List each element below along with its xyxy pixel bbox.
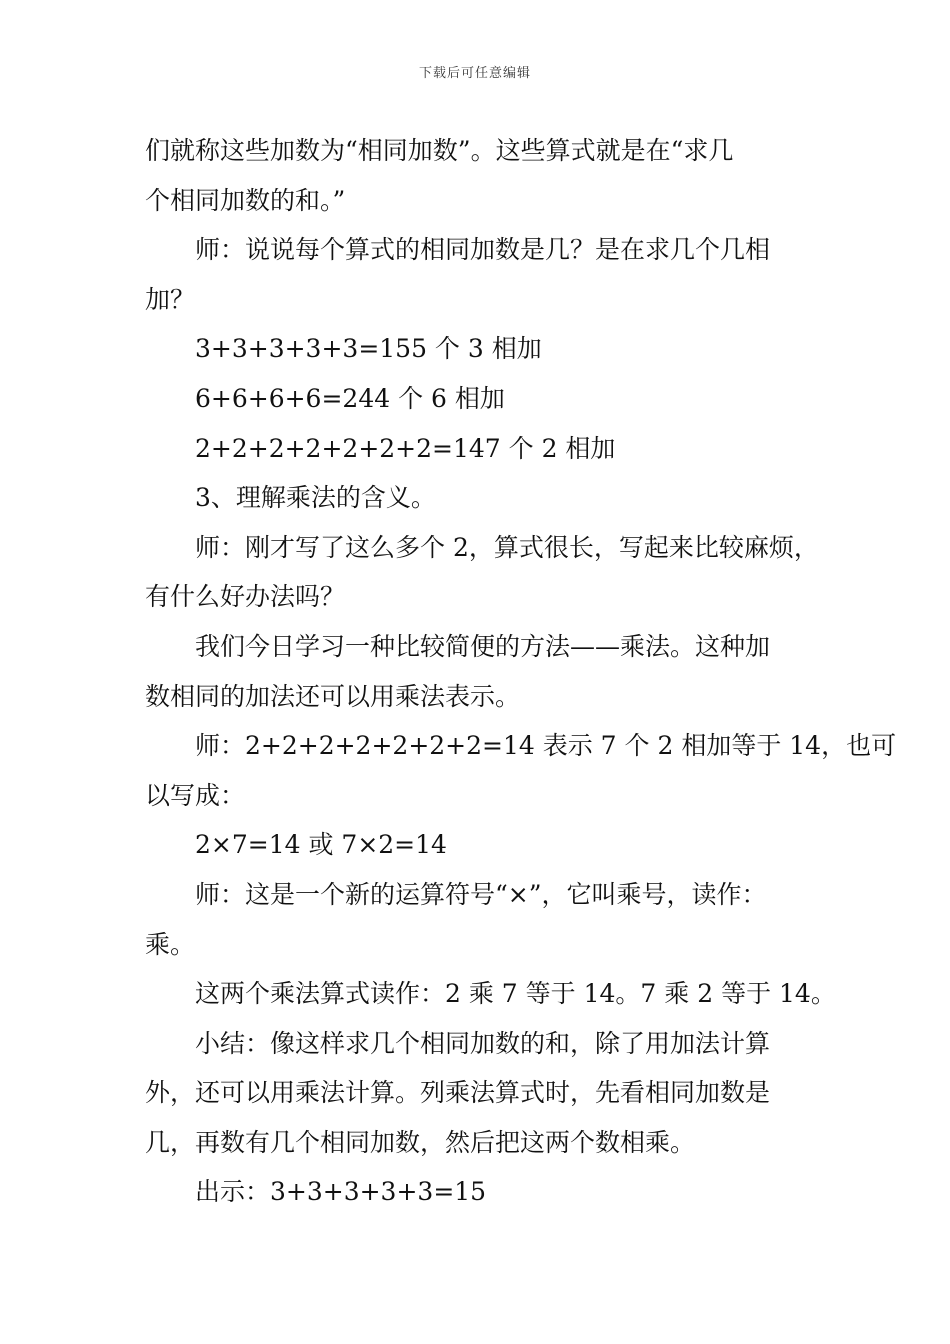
text-line: 乘。 bbox=[145, 929, 196, 959]
document-body bbox=[145, 126, 897, 1217]
text-line: 外，还可以用乘法计算。列乘法算式时，先看相同加数是 bbox=[145, 1078, 771, 1108]
text-line: 3、理解乘法的含义。 bbox=[195, 483, 436, 513]
text-line: 3+3+3+3+3=155 个 3 相加 bbox=[195, 334, 542, 364]
text-line: 个相同加数的和。” bbox=[145, 185, 346, 215]
text-line: 2×7=14 或 7×2=14 bbox=[195, 830, 447, 860]
text-line: 师：说说每个算式的相同加数是几？是在求几个几相 bbox=[195, 235, 771, 265]
text-line: 师：这是一个新的运算符号“×”，它叫乘号，读作： bbox=[195, 879, 767, 909]
text-line: 6+6+6+6=244 个 6 相加 bbox=[195, 383, 505, 413]
text-line: 2+2+2+2+2+2+2=147 个 2 相加 bbox=[195, 433, 616, 463]
page-header: 下载后可任意编辑 bbox=[418, 66, 531, 81]
text-line: 以写成： bbox=[145, 780, 246, 810]
text-line: 有什么好办法吗？ bbox=[145, 582, 346, 612]
text-line: 几，再数有几个相同加数，然后把这两个数相乘。 bbox=[145, 1127, 696, 1157]
text-line: 这两个乘法算式读作：2 乘 7 等于 14。7 乘 2 等于 14。 bbox=[195, 979, 836, 1009]
text-line: 出示：3+3+3+3+3=15 bbox=[195, 1177, 487, 1207]
text-line: 们就称这些加数为“相同加数”。这些算式就是在“求几 bbox=[145, 136, 734, 165]
text-line: 小结：像这样求几个相同加数的和，除了用加法计算 bbox=[195, 1028, 771, 1058]
text-line: 师：2+2+2+2+2+2+2=14 表示 7 个 2 相加等于 14，也可 bbox=[195, 731, 897, 761]
text-line: 我们今日学习一种比较简便的方法——乘法。这种加 bbox=[195, 631, 771, 661]
text-line: 师：刚才写了这么多个 2，算式很长，写起来比较麻烦， bbox=[195, 532, 819, 562]
text-line: 数相同的加法还可以用乘法表示。 bbox=[145, 681, 521, 711]
text-line: 加？ bbox=[145, 284, 196, 314]
